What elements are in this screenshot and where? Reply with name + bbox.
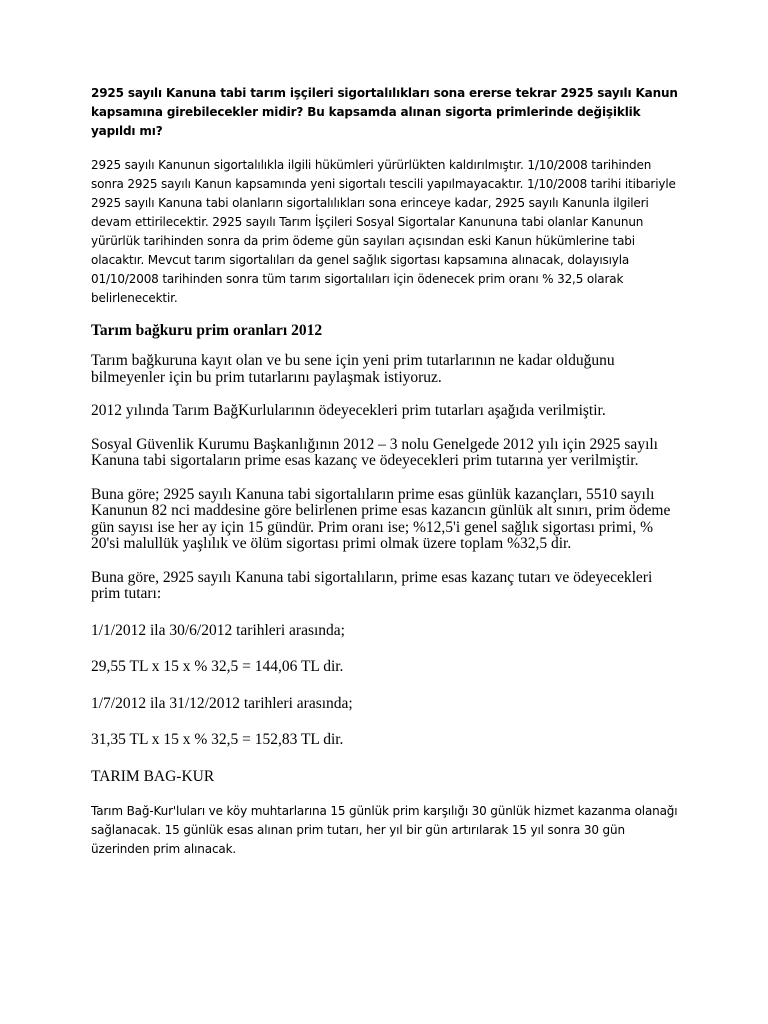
date-range-line: 1/7/2012 ila 31/12/2012 tarihleri arasında; — [91, 694, 353, 712]
body-paragraph: Sosyal Güvenlik Kurumu Başkanlığının 2012 – 3 nolu Genelgede 2012 yılı için 2925 sayılı Kanuna tabi sigortaların prime esas kazanç ve ödeyecekleri prim tutarına yer verilmiştir. — [91, 435, 658, 469]
answer-paragraph: 2925 sayılı Kanunun sigortalılıkla ilgili hükümleri yürürlükten kaldırılmıştır. 1/10/2008 tarihinden sonra 2925 sayılı Kanun kapsamında yeni sigortalı tescili yapılmayacaktır. 1/10/2008 tarihi itibariyle 2925 sayılı Kanuna tabi olanların sigortalılıkları sona erinceye kadar, 2925 sayılı Kanunla ilgileri devam ettirilecektir. 2925 sayılı Tarım İşçileri Sosyal Sigortalar Kanununa tabi olanlar Kanunun yürürlük tarihinden sonra da prim ödeme gün sayıları açısından eski Kanun hükümlerine tabi olacaktır. Mevcut tarım sigortalıları da genel sağlık sigortası kapsamına alınacak, dolayısıyla 01/10/2008 tarihinden sonra tüm tarım sigortalıları için ödenecek prim oranı % 32,5 olarak belirlenecektir. — [91, 158, 676, 305]
subsection-title: TARIM BAG-KUR — [91, 767, 215, 785]
calculation-line: 31,35 TL x 15 x % 32,5 = 152,83 TL dir. — [91, 731, 344, 748]
body-paragraph: Buna göre, 2925 sayılı Kanuna tabi sigortalıların, prime esas kazanç tutarı ve ödeyecekleri prim tutarı: — [91, 568, 653, 602]
section-heading: Tarım bağkuru prim oranları 2012 — [91, 322, 323, 339]
body-paragraph: 2012 yılında Tarım BağKurlularının ödeyecekleri prim tutarları aşağıda verilmiştir. — [91, 402, 606, 419]
calculation-line: 29,55 TL x 15 x % 32,5 = 144,06 TL dir. — [91, 658, 344, 675]
document-page — [91, 84, 681, 859]
date-range-line: 1/1/2012 ila 30/6/2012 tarihleri arasında; — [91, 621, 345, 639]
question-heading: 2925 sayılı Kanuna tabi tarım işçileri sigortalılıkları sona ererse tekrar 2925 sayılı Kanun kapsamına girebilecekler midir? Bu kapsamda alınan sigorta primlerinde değişiklik yapıldı mı? — [91, 86, 678, 138]
closing-paragraph: Tarım Bağ-Kur'luları ve köy muhtarlarına 15 günlük prim karşılığı 30 günlük hizmet kazanma olanağı sağlanacak. 15 günlük esas alınan prim tutarı, her yıl bir gün artırılarak 15 yıl sonra 30 gün üzerinden prim alınacak. — [91, 804, 678, 856]
body-paragraph: Tarım bağkuruna kayıt olan ve bu sene için yeni prim tutarlarının ne kadar olduğunu bilmeyenler için bu prim tutarlarını paylaşmak istiyoruz. — [91, 352, 615, 386]
body-paragraph: Buna göre; 2925 sayılı Kanuna tabi sigortalıların prime esas günlük kazançları, 5510 sayılı Kanunun 82 nci maddesine göre belirlenen prime esas kazancın günlük alt sınırı, prim ödeme gün sayısı ise her ay için 15 gündür. Prim oranı ise; %12,5'i genel sağlık sigortası primi, % 20'si malullük yaşlılık ve ölüm sigortası primi olmak üzere toplam %32,5 dir. — [91, 485, 671, 552]
